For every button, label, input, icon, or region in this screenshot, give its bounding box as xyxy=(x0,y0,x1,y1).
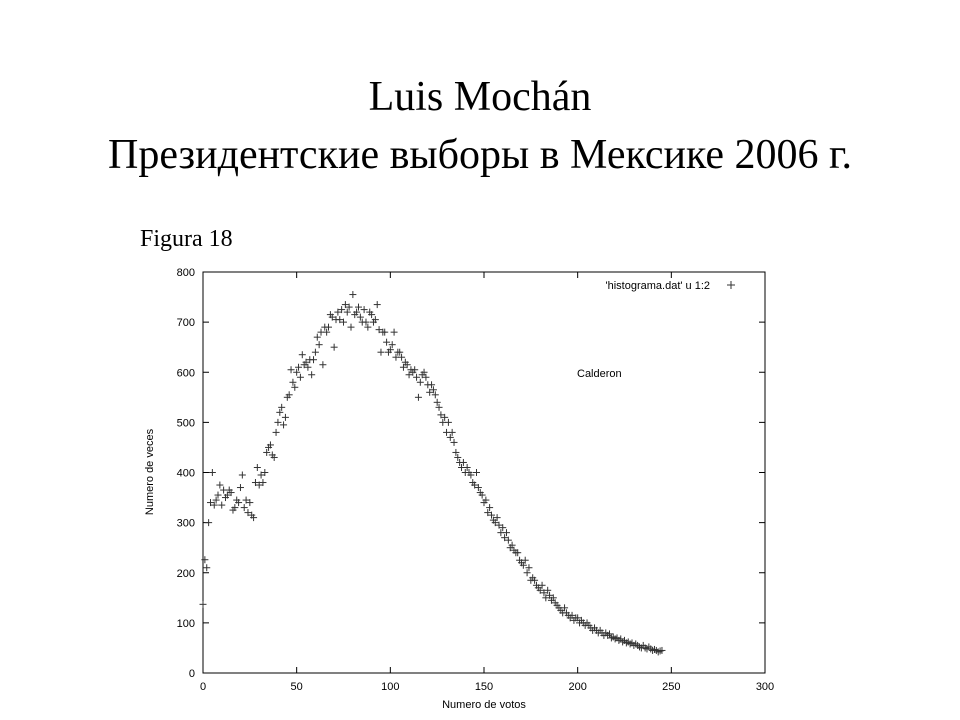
figure-label: Figura 18 xyxy=(140,226,233,252)
data-point xyxy=(239,472,246,479)
y-axis-title: Numero de veces xyxy=(144,428,156,516)
data-point xyxy=(428,381,435,388)
data-point xyxy=(434,399,441,406)
data-point xyxy=(632,640,639,647)
chart-annotation: Calderon xyxy=(577,368,622,380)
y-tick-label: 400 xyxy=(176,467,195,480)
data-point xyxy=(347,324,354,331)
y-tick-label: 200 xyxy=(176,567,195,580)
data-point xyxy=(331,344,338,351)
data-point xyxy=(218,502,225,509)
data-point xyxy=(454,454,461,461)
data-point xyxy=(314,334,321,341)
data-point xyxy=(216,482,223,489)
plot-frame xyxy=(203,272,765,673)
data-point xyxy=(617,635,624,642)
y-tick-label: 100 xyxy=(176,617,195,630)
data-point xyxy=(278,404,285,411)
data-point xyxy=(451,439,458,446)
y-tick-label: 700 xyxy=(176,317,195,330)
data-point xyxy=(308,371,315,378)
data-point xyxy=(503,529,510,536)
data-point xyxy=(364,324,371,331)
data-point xyxy=(396,349,403,356)
data-point xyxy=(299,351,306,358)
data-point xyxy=(417,379,424,386)
x-tick-label: 200 xyxy=(568,681,587,693)
slide-title-topic: Президентские выборы в Мексике 2006 г. xyxy=(108,132,852,178)
data-point xyxy=(362,319,369,326)
data-point xyxy=(276,409,283,416)
data-point xyxy=(289,379,296,386)
data-point xyxy=(273,429,280,436)
data-point xyxy=(398,354,405,361)
x-axis-title: Numero de votos xyxy=(442,699,526,711)
data-point xyxy=(445,419,452,426)
y-tick-label: 600 xyxy=(176,367,195,380)
tick-labels xyxy=(177,267,775,693)
data-point xyxy=(377,349,384,356)
data-point xyxy=(282,414,289,421)
data-point xyxy=(391,329,398,336)
x-tick-label: 100 xyxy=(381,681,400,693)
data-point xyxy=(323,329,330,336)
data-point xyxy=(524,569,531,576)
data-point xyxy=(374,301,381,308)
data-point xyxy=(452,449,459,456)
data-point xyxy=(436,404,443,411)
x-tick-label: 150 xyxy=(474,681,494,693)
data-point xyxy=(254,464,261,471)
data-point xyxy=(237,484,244,491)
data-points xyxy=(200,291,666,655)
data-point xyxy=(203,564,210,571)
data-point xyxy=(291,384,298,391)
axis-ticks xyxy=(203,272,765,673)
data-point xyxy=(349,291,356,298)
data-point xyxy=(460,459,467,466)
legend-label: 'histograma.dat' u 1:2 xyxy=(605,280,710,292)
data-point xyxy=(464,464,471,471)
data-point xyxy=(205,519,212,526)
legend-marker xyxy=(727,281,735,289)
data-point xyxy=(636,643,643,650)
data-point xyxy=(658,647,665,654)
data-point xyxy=(606,630,613,637)
y-tick-label: 800 xyxy=(176,267,195,279)
data-point xyxy=(200,601,207,608)
data-point xyxy=(316,341,323,348)
data-point xyxy=(209,469,216,476)
y-tick-label: 300 xyxy=(176,517,195,530)
y-tick-label: 0 xyxy=(188,668,195,680)
data-point xyxy=(201,556,208,563)
data-point xyxy=(486,504,493,511)
data-point xyxy=(297,374,304,381)
data-point xyxy=(657,647,664,654)
data-point xyxy=(325,324,332,331)
data-point xyxy=(310,356,317,363)
x-tick-label: 50 xyxy=(290,681,303,693)
x-tick-label: 0 xyxy=(199,681,207,693)
data-point xyxy=(415,394,422,401)
x-tick-label: 250 xyxy=(662,681,681,693)
data-point xyxy=(241,504,248,511)
data-point xyxy=(447,434,454,441)
y-tick-label: 500 xyxy=(176,417,195,430)
data-point xyxy=(449,429,456,436)
x-tick-label: 300 xyxy=(755,681,775,693)
data-point xyxy=(312,349,319,356)
data-point xyxy=(214,492,221,499)
slide-title-author: Luis Mochán xyxy=(368,74,592,120)
data-point xyxy=(319,361,326,368)
